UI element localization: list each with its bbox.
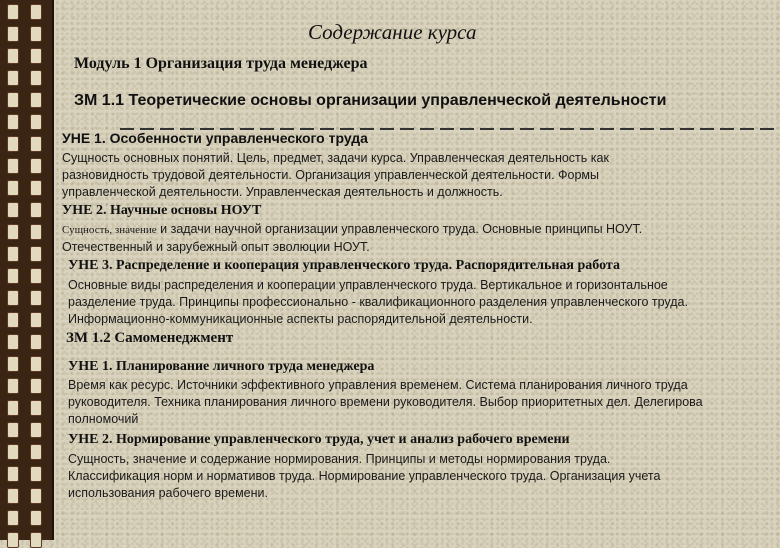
film-hole	[30, 312, 42, 328]
film-hole	[30, 356, 42, 372]
film-hole	[30, 466, 42, 482]
film-strip-border	[0, 0, 54, 540]
une3-text: Основные виды распределения и кооперации управленческого труда. Вертикальное и горизонтальное разделение труда. Принципы профессионально - квалификационного разделения управленческого труда. Информационно-коммуникационные аспекты распорядительной деятельности.	[68, 278, 688, 326]
film-hole	[7, 114, 19, 130]
submodule-heading-2: ЗМ 1.2 Самоменеджмент	[66, 330, 234, 346]
film-hole	[7, 92, 19, 108]
film-hole	[30, 48, 42, 64]
film-hole	[7, 48, 19, 64]
film-hole	[30, 4, 42, 20]
film-hole	[7, 4, 19, 20]
une3-heading: УНЕ 3. Распределение и кооперация управленческого труда. Распорядительная работа	[68, 258, 620, 273]
film-hole	[7, 400, 19, 416]
une1-text: Сущность основных понятий. Цель, предмет, задачи курса. Управленческая деятельность как разновидность трудовой деятельности. Организация управленческой деятельности. Формы управленческой деятельности. Управленческая деятельность и должность.	[62, 151, 609, 199]
une2-text-body: и задачи научной организации управленческого труда. Основные принципы НОУТ. Отечественный и зарубежный опыт эволюции НОУТ.	[62, 222, 643, 254]
film-hole	[7, 532, 19, 548]
film-hole	[30, 180, 42, 196]
une2-text-prefix: Сущность, значение	[62, 224, 157, 236]
une2-text	[62, 221, 642, 256]
film-hole	[30, 290, 42, 306]
film-hole	[7, 356, 19, 372]
film-hole	[30, 246, 42, 262]
module-heading: Модуль 1 Организация труда менеджера	[74, 55, 368, 72]
film-hole	[7, 26, 19, 42]
une4-text: Время как ресурс. Источники эффективного управления временем. Система планирования личного труда руководителя. Техника планирования личного времени руководителя. Выбор приоритетных дел. Делегирова полномочий	[68, 378, 703, 426]
film-hole	[7, 70, 19, 86]
film-hole	[30, 400, 42, 416]
film-hole	[7, 180, 19, 196]
film-hole	[30, 136, 42, 152]
film-hole	[7, 202, 19, 218]
film-hole	[30, 26, 42, 42]
course-content	[60, 0, 780, 540]
une5-heading: УНЕ 2. Нормирование управленческого труда, учет и анализ рабочего времени	[68, 432, 570, 447]
film-hole	[30, 92, 42, 108]
film-hole	[7, 312, 19, 328]
film-hole	[7, 246, 19, 262]
film-hole	[30, 334, 42, 350]
film-hole	[30, 378, 42, 394]
film-hole	[30, 488, 42, 504]
une4-heading: УНЕ 1. Планирование личного труда менеджера	[68, 359, 375, 374]
film-hole	[7, 378, 19, 394]
film-hole	[7, 334, 19, 350]
page-title: Содержание курса	[308, 20, 477, 44]
film-hole	[7, 488, 19, 504]
film-hole	[30, 224, 42, 240]
film-hole	[30, 158, 42, 174]
une2-heading: УНЕ 2. Научные основы НОУТ	[62, 203, 262, 218]
film-hole	[7, 224, 19, 240]
film-hole	[7, 158, 19, 174]
film-hole	[7, 444, 19, 460]
film-hole	[7, 290, 19, 306]
film-hole	[7, 268, 19, 284]
film-hole	[30, 114, 42, 130]
film-hole	[30, 268, 42, 284]
film-hole	[7, 466, 19, 482]
film-hole	[30, 532, 42, 548]
film-hole	[30, 70, 42, 86]
film-hole	[7, 136, 19, 152]
film-hole	[30, 202, 42, 218]
film-hole	[30, 444, 42, 460]
film-hole	[30, 422, 42, 438]
film-hole	[7, 510, 19, 526]
film-hole	[30, 510, 42, 526]
submodule-heading-1: ЗМ 1.1 Теоретические основы организации управленческой деятельности	[74, 92, 667, 109]
une5-text: Сущность, значение и содержание нормирования. Принципы и методы нормирования труда. Классификация норм и нормативов труда. Нормирование управленческого труда. Организация учета использования рабочего времени.	[68, 452, 661, 500]
film-hole	[7, 422, 19, 438]
une1-heading: УНЕ 1. Особенности управленческого труда	[62, 130, 368, 146]
